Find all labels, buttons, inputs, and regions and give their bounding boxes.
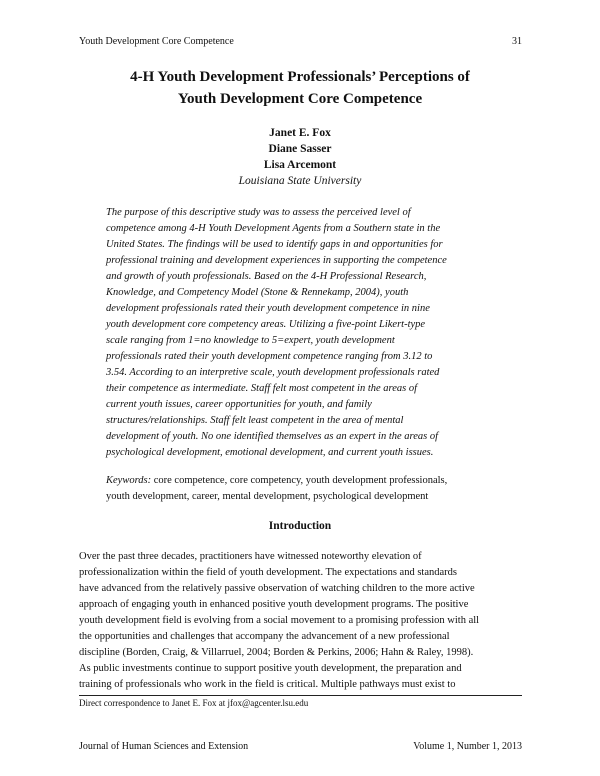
author-name: Lisa Arcemont	[263, 159, 337, 171]
abstract-line: development of youth. No one identified themselves as an expert in the areas of	[106, 431, 439, 442]
body-line: Over the past three decades, practitioners have witnessed noteworthy elevation of	[79, 551, 422, 562]
body-line: discipline (Borden, Craig, & Villarruel, 2004; Borden & Perkins, 2006; Hahn & Raley, 1998).	[79, 647, 474, 658]
article-title-line-1: 4-H Youth Development Professionals’ Perceptions of	[130, 69, 470, 85]
keywords-line	[106, 475, 447, 486]
abstract-line: structures/relationships. Staff felt least competent in the area of mental	[106, 415, 404, 426]
body-line: training of professionals who work in the field is critical. Multiple pathways must exist to	[79, 679, 456, 690]
footer-volume: Volume 1, Number 1, 2013	[413, 741, 522, 752]
abstract-line: The purpose of this descriptive study was to assess the perceived level of	[106, 207, 411, 218]
body-line: have advanced from the relatively passive observation of watching children to the more active	[79, 583, 475, 594]
body-line: the opportunities and challenges that accompany the advancement of a new professional	[79, 631, 450, 642]
abstract-line: scale ranging from 1=no knowledge to 5=expert, youth development	[106, 335, 395, 346]
abstract-line: professionals rated their youth development competence ranging from 3.12 to	[106, 351, 433, 362]
abstract-line: Knowledge, and Competency Model (Stone & Rennekamp, 2004), youth	[106, 287, 409, 298]
author-name: Diane Sasser	[268, 143, 332, 155]
article-title-line-2: Youth Development Core Competence	[177, 91, 423, 107]
abstract-line: psychological development, emotional development, and current youth issues.	[106, 447, 434, 458]
keywords-text: core competence, core competency, youth development professionals,	[151, 475, 448, 486]
keywords-label: Keywords:	[106, 475, 152, 486]
author-affiliation: Louisiana State University	[238, 175, 362, 187]
abstract-line: current youth issues, career opportunities for youth, and family	[106, 399, 372, 410]
abstract-line: United States. The findings will be used to identify gaps in and opportunities for	[106, 239, 443, 250]
body-line: professionalization within the field of youth development. The expectations and standards	[79, 567, 457, 578]
running-header-title: Youth Development Core Competence	[79, 36, 234, 47]
abstract-line: competence among 4-H Youth Development Agents from a Southern state in the	[106, 223, 441, 234]
section-heading: Introduction	[268, 520, 332, 532]
page-number: 31	[512, 36, 522, 47]
abstract-line: and growth of youth professionals. Based on the 4-H Professional Research,	[106, 271, 427, 282]
body-line: As public investments continue to support positive youth development, the preparation and	[79, 663, 462, 674]
abstract-line: development professionals rated their youth development competence in nine	[106, 303, 430, 314]
abstract-line: professional training and development experiences in supporting the competence	[106, 255, 447, 266]
abstract-line: their competence as intermediate. Staff felt most competent in the areas of	[106, 383, 418, 394]
footnote-divider	[79, 695, 522, 696]
body-line: youth development field is evolving from a social movement to a promising profession with all	[79, 615, 480, 626]
body-line: approach of engaging youth in enhanced positive youth development programs. The positive	[79, 599, 469, 610]
author-name: Janet E. Fox	[269, 127, 331, 139]
abstract-line: 3.54. According to an interpretive scale, youth development professionals rated	[106, 367, 440, 378]
keywords-line: youth development, career, mental development, psychological development	[106, 491, 429, 502]
footer-journal-name: Journal of Human Sciences and Extension	[79, 741, 249, 752]
abstract-line: youth development core competency areas. Utilizing a five-point Likert-type	[106, 319, 426, 330]
footnote: Direct correspondence to Janet E. Fox at jfox@agcenter.lsu.edu	[79, 698, 309, 708]
